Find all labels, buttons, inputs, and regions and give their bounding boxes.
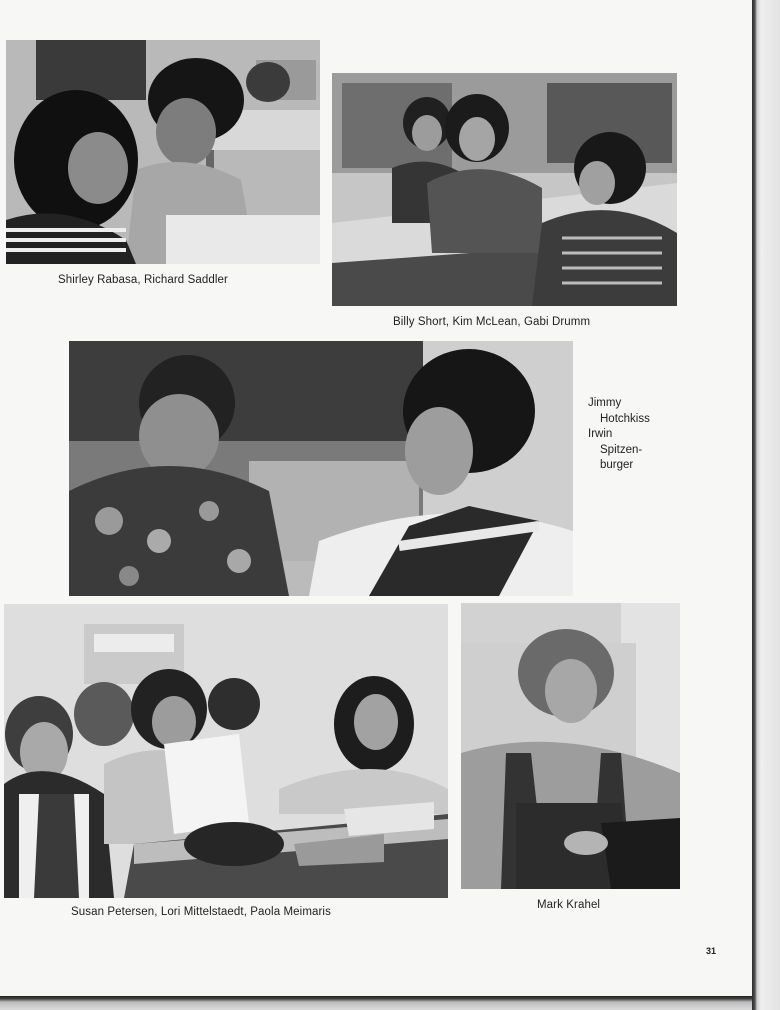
photo-rabasa-saddler	[6, 40, 320, 264]
caption-line: Hotchkiss	[600, 412, 650, 425]
page-bottom-edge	[0, 996, 752, 1010]
caption-line: burger	[600, 459, 634, 471]
photo-short-mclean-drumm	[332, 73, 677, 306]
photo-krahel	[461, 603, 680, 889]
page-number: 31	[706, 946, 717, 956]
caption-line: Irwin	[588, 428, 613, 440]
caption-hotchkiss-spitzenburger	[588, 396, 650, 474]
book-binding-edge	[752, 0, 780, 1010]
caption-krahel: Mark Krahel	[537, 899, 601, 911]
photo-petersen-mittelstaedt-meimaris	[4, 604, 448, 898]
caption-petersen-mittelstaedt-meimaris: Susan Petersen, Lori Mittelstaedt, Paola Meimaris	[71, 906, 331, 918]
caption-short-mclean-drumm: Billy Short, Kim McLean, Gabi Drumm	[393, 316, 591, 328]
caption-line: Spitzen-	[600, 443, 643, 456]
caption-rabasa-saddler: Shirley Rabasa, Richard Saddler	[58, 274, 228, 286]
caption-line: Jimmy	[588, 397, 622, 409]
photo-hotchkiss-spitzenburger	[69, 341, 573, 596]
